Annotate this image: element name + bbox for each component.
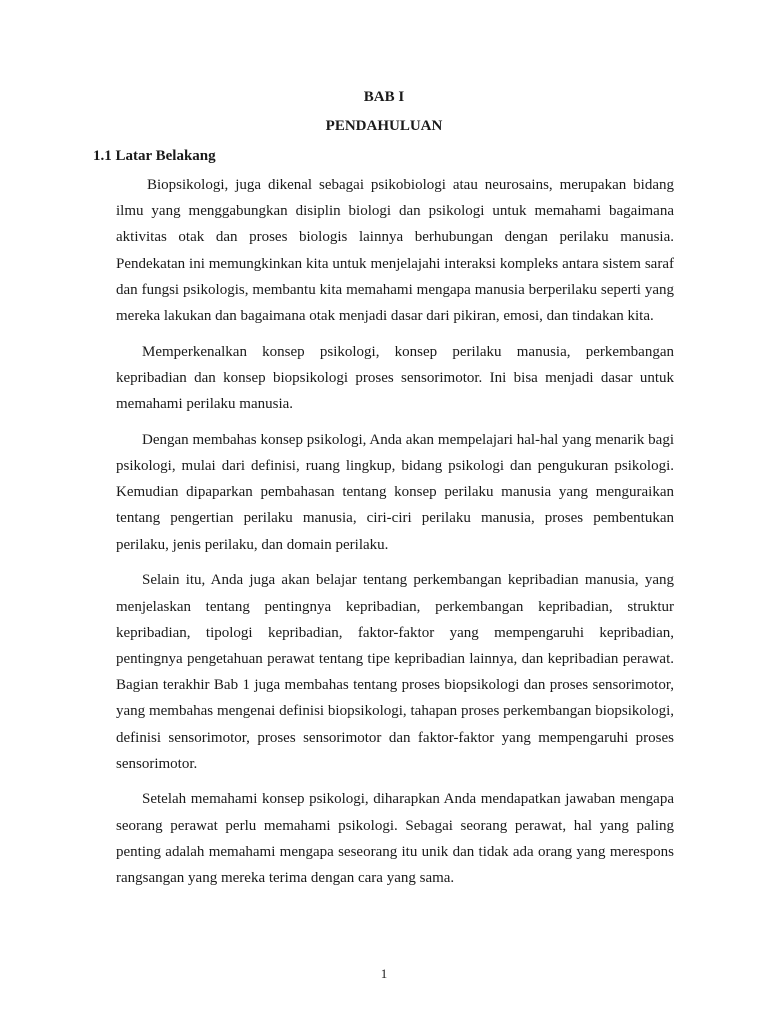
chapter-number: BAB I xyxy=(363,89,405,105)
chapter-title: PENDAHULUAN xyxy=(325,118,443,134)
paragraph-biopsikologi: Biopsikologi, juga dikenal sebagai psikobiologi atau neurosains, merupakan bidang ilmu yang menggabungkan disiplin biologi dan psikologi untuk memahami bagaimana aktivitas otak dan proses biologis lainnya berhubungan dengan perilaku manusia. Pendekatan ini memungkinkan kita untuk menjelajahi interaksi kompleks antara sistem saraf dan fungsi psikologis, membantu kita memahami mengapa manusia berperilaku seperti yang mereka lakukan dan bagaimana otak menjadi dasar dari pikiran, emosi, dan tindakan kita. xyxy=(116,177,674,325)
body-text xyxy=(116,172,674,901)
paragraph-perawat: Setelah memahami konsep psikologi, diharapkan Anda mendapatkan jawaban mengapa seorang perawat perlu memahami psikologi. Sebagai seorang perawat, hal yang paling penting adalah memahami mengapa seseorang itu unik dan tidak ada orang yang merespons rangsangan yang mereka terima dengan cara yang sama. xyxy=(116,791,674,887)
paragraph-konsep-psikologi: Dengan membahas konsep psikologi, Anda akan mempelajari hal-hal yang menarik bagi psikologi, mulai dari definisi, ruang lingkup, bidang psikologi dan pengukuran psikologi. Kemudian dipaparkan pembahasan tentang konsep perilaku manusia yang menguraikan tentang pengertian perilaku manusia, ciri-ciri perilaku manusia, proses pembentukan perilaku, jenis perilaku, dan domain perilaku. xyxy=(116,431,674,553)
paragraph-kepribadian: Selain itu, Anda juga akan belajar tentang perkembangan kepribadian manusia, yang menjelaskan tentang pentingnya kepribadian, perkembangan kepribadian, struktur kepribadian, tipologi kepribadian, faktor-faktor yang mempengaruhi kepribadian, pentingnya pengetahuan perawat tentang tipe kepribadian lainnya, dan kepribadian perawat. Bagian terakhir Bab 1 juga membahas tentang proses biopsikologi dan proses sensorimotor, yang membahas mengenai definisi biopsikologi, tahapan proses perkembangan biopsikologi, definisi sensorimotor, proses sensorimotor dan faktor-faktor yang mempengaruhi proses sensorimotor. xyxy=(116,572,674,772)
paragraph-memperkenalkan: Memperkenalkan konsep psikologi, konsep perilaku manusia, perkembangan kepribadian dan konsep biopsikologi proses sensorimotor. Ini bisa menjadi dasar untuk memahami perilaku manusia. xyxy=(116,343,674,413)
section-heading: 1.1 Latar Belakang xyxy=(93,148,216,164)
page-number: 1 xyxy=(380,966,388,981)
